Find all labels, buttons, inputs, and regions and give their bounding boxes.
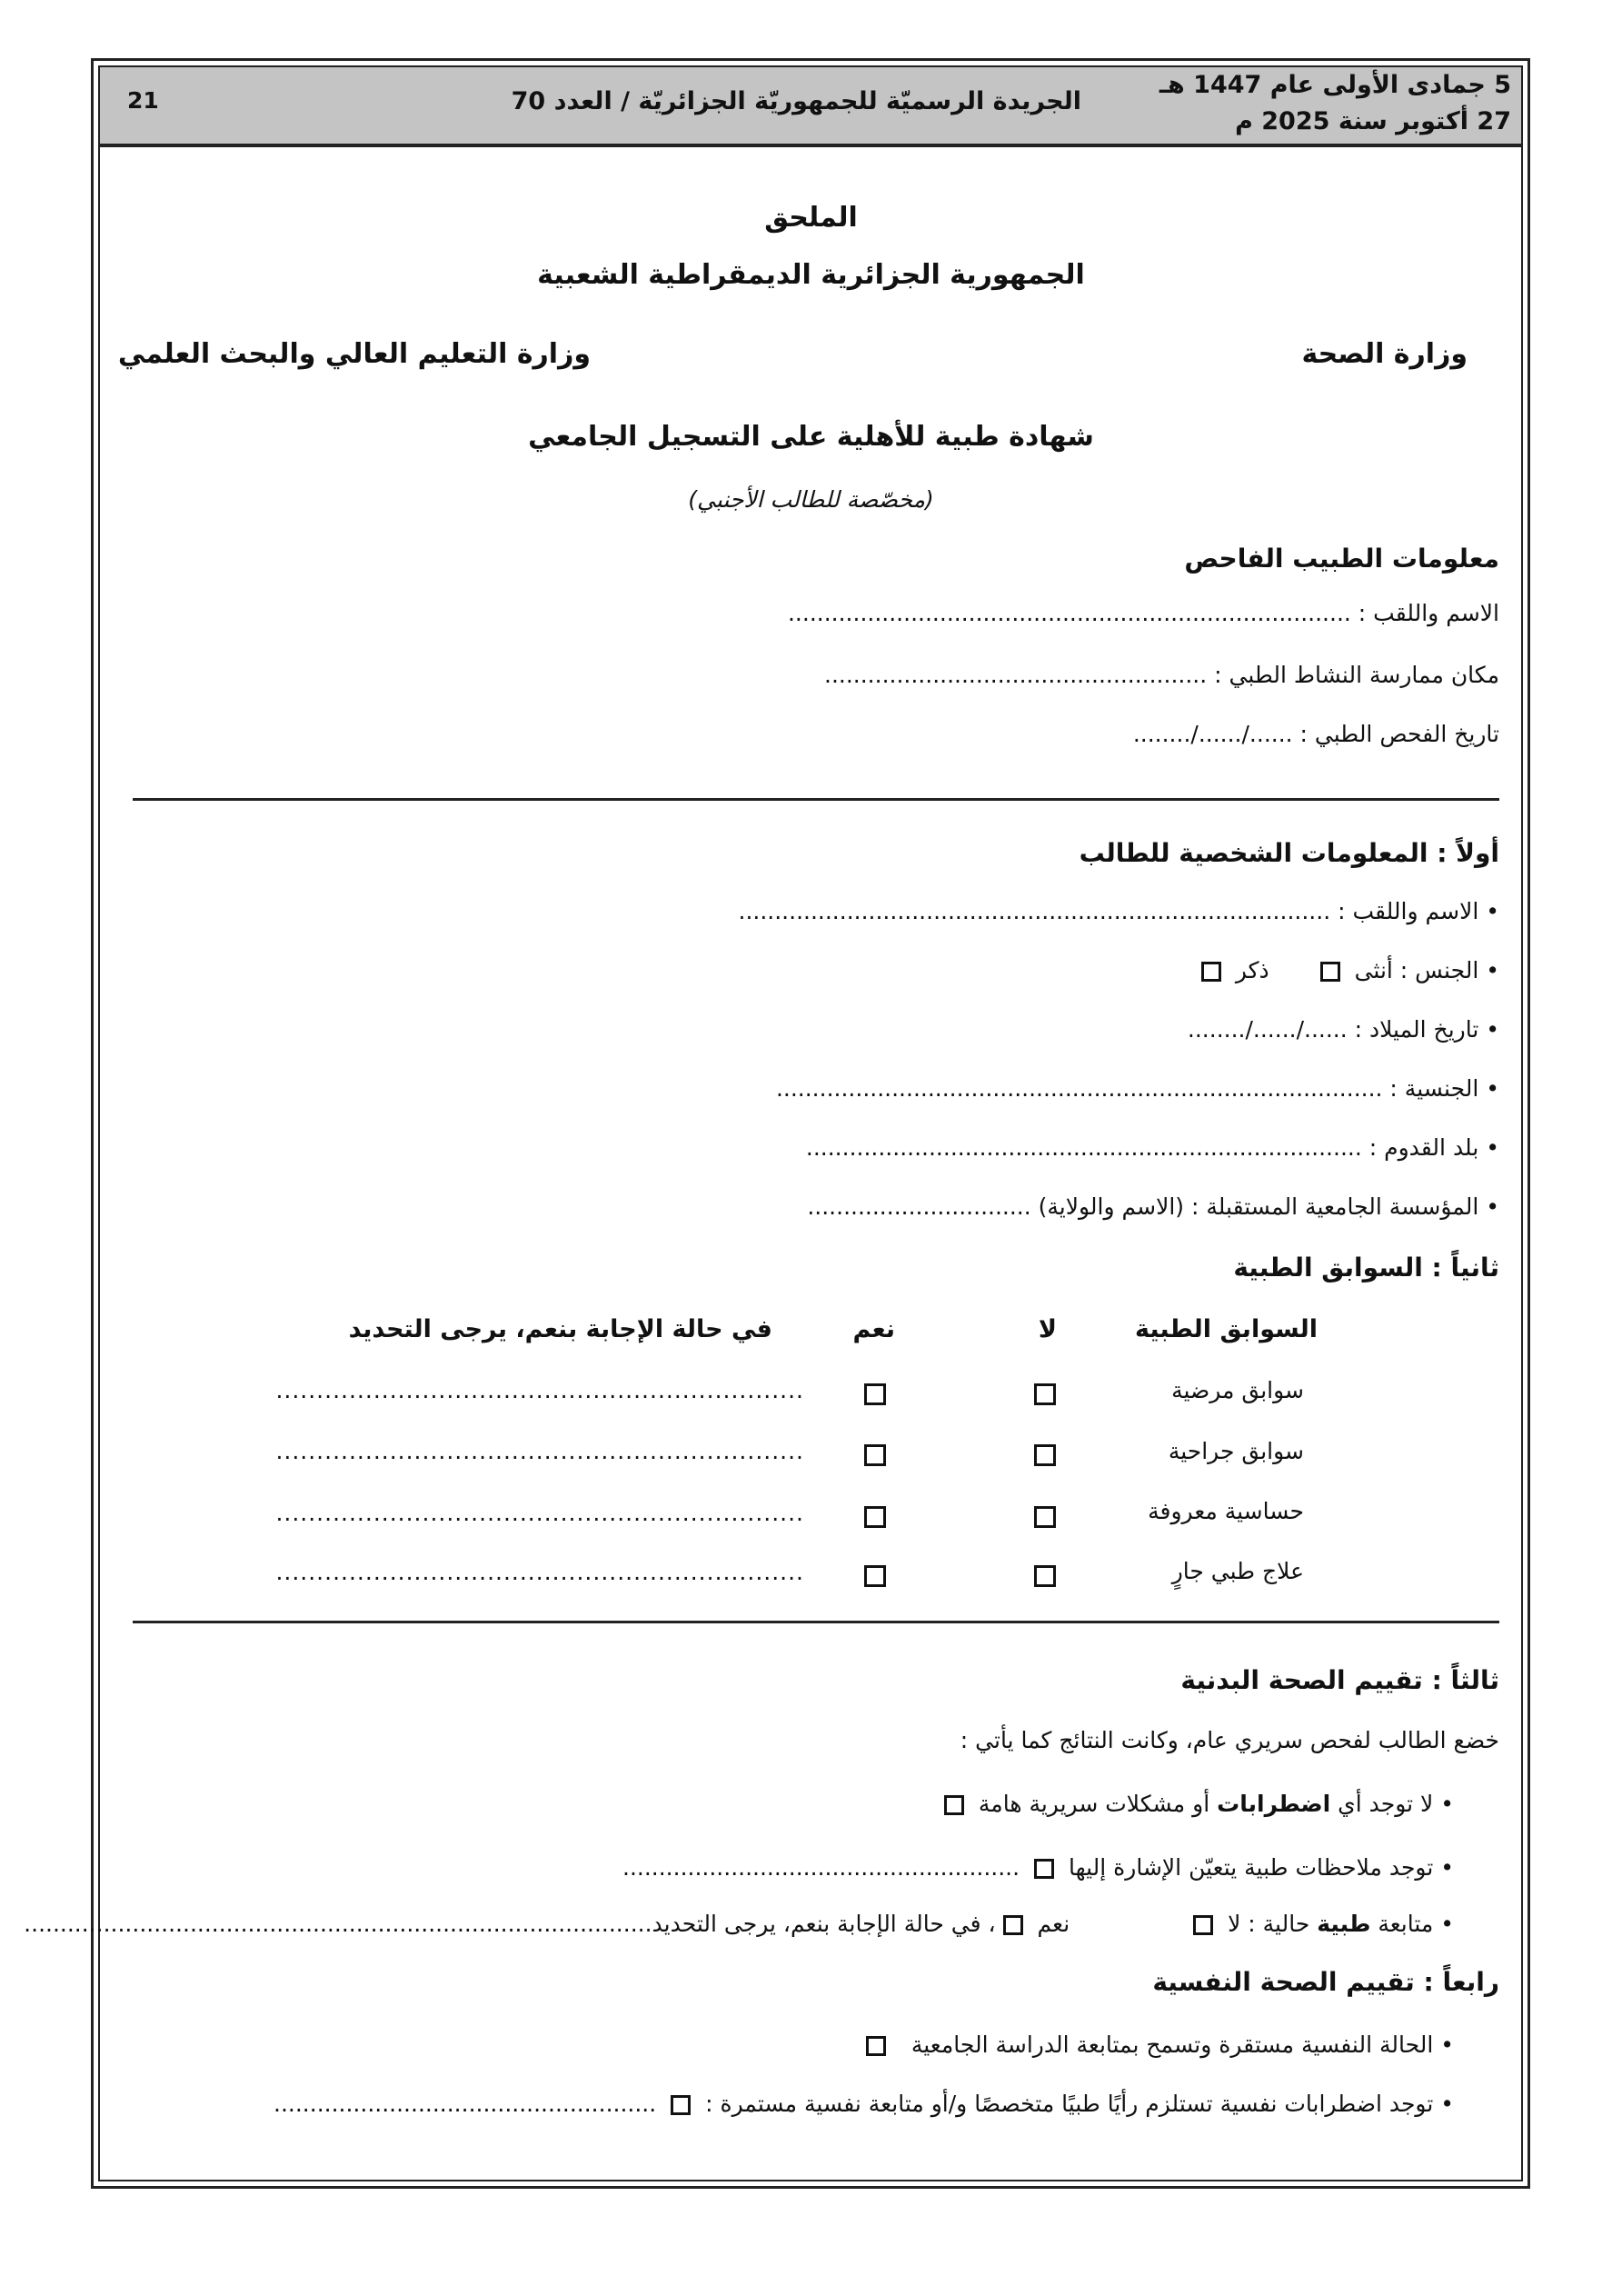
student-info-heading: أولاً : المعلومات الشخصية للطالب — [1079, 838, 1499, 868]
history-row-label: سوابق مرضية — [1171, 1377, 1304, 1403]
male-label: ذكر — [1235, 957, 1269, 983]
annex-title: الملحق — [764, 202, 858, 234]
history-specify-field[interactable]: ................................................................. — [275, 1500, 804, 1526]
male-checkbox[interactable] — [1201, 962, 1221, 982]
text: • الحالة النفسية مستقرة وتسمح بمتابعة الدراسة الجامعية — [911, 2031, 1454, 2058]
text: • لا توجد أي — [1330, 1791, 1454, 1817]
exam-date-field[interactable]: تاريخ الفحص الطبي : ....../....../........ — [1132, 721, 1499, 747]
birth-date-field[interactable]: • تاريخ الميلاد : ....../....../........ — [1187, 1016, 1499, 1043]
text: • توجد اضطرابات نفسية تستلزم رأيًا طبيًا متخصصًا و/أو متابعة نفسية مستمرة : — [705, 2091, 1454, 2117]
history-row-label: حساسية معروفة — [1148, 1498, 1304, 1524]
text: • متابعة — [1370, 1911, 1454, 1937]
medical-notes-row — [622, 1854, 1454, 1881]
history-specify-field[interactable]: ................................................................. — [275, 1377, 804, 1403]
history-row-label: سوابق جراحية — [1168, 1438, 1304, 1464]
mental-stable-row — [859, 2031, 1454, 2058]
col-history: السوابق الطبية — [1134, 1315, 1318, 1343]
followup-no-checkbox[interactable] — [1193, 1915, 1213, 1935]
certificate-title: شهادة طبية للأهلية على التسجيل الجامعي — [528, 421, 1094, 453]
history-no-checkbox[interactable] — [1034, 1506, 1056, 1528]
gender-label: • الجنس : أنثى — [1354, 957, 1499, 983]
nationality-field[interactable]: • الجنسية : .................................................................................... — [775, 1075, 1499, 1102]
divider — [133, 1621, 1499, 1623]
certificate-subtitle: (مخصّصة للطالب الأجنبي) — [688, 486, 934, 513]
no-disorders-checkbox[interactable] — [944, 1795, 964, 1815]
medical-followup-row — [24, 1911, 1454, 1937]
ministry-health: وزارة الصحة — [1301, 338, 1468, 370]
history-row-label: علاج طبي جارٍ — [1171, 1558, 1304, 1584]
medical-notes-checkbox[interactable] — [1034, 1859, 1054, 1879]
mental-disorders-row — [274, 2091, 1454, 2117]
doctor-info-heading: معلومات الطبيب الفاحص — [1184, 544, 1499, 574]
page-number: 21 — [127, 87, 159, 114]
student-name-field[interactable]: • الاسم واللقب : .................................................................................. — [738, 898, 1499, 924]
history-no-checkbox[interactable] — [1034, 1383, 1056, 1405]
medical-notes-field[interactable]: ....................................................... — [622, 1854, 1020, 1881]
col-no: لا — [1038, 1315, 1057, 1343]
no-disorders-row — [937, 1791, 1454, 1817]
gender-row — [1194, 957, 1499, 983]
text: أو مشكلات سريرية هامة — [978, 1791, 1218, 1817]
doctor-place-field[interactable]: مكان ممارسة النشاط الطبي : ..................................................... — [824, 662, 1499, 688]
history-yes-checkbox[interactable] — [864, 1565, 886, 1587]
medical-history-heading: ثانياً : السوابق الطبية — [1233, 1253, 1499, 1283]
origin-country-field[interactable]: • بلد القدوم : ............................................................................. — [805, 1134, 1499, 1161]
female-checkbox[interactable] — [1320, 962, 1340, 982]
host-institution-field[interactable]: • المؤسسة الجامعية المستقبلة : (الاسم والولاية) ............................... — [807, 1193, 1499, 1220]
date-gregorian: 27 أكتوبر سنة 2025 م — [1235, 107, 1511, 135]
history-specify-field[interactable]: ................................................................. — [275, 1438, 804, 1464]
followup-specify-field[interactable]: ، في حالة الإجابة بنعم، يرجى التحديد....................................................................................... — [24, 1911, 996, 1937]
followup-yes-checkbox[interactable] — [1003, 1915, 1023, 1935]
physical-health-heading: ثالثاً : تقييم الصحة البدنية — [1180, 1665, 1499, 1695]
history-yes-checkbox[interactable] — [864, 1383, 886, 1405]
republic-title: الجمهورية الجزائرية الديمقراطية الشعبية — [537, 259, 1085, 291]
mental-disorders-checkbox[interactable] — [671, 2095, 691, 2115]
mental-stable-checkbox[interactable] — [866, 2036, 886, 2056]
divider — [133, 798, 1499, 801]
history-yes-checkbox[interactable] — [864, 1444, 886, 1466]
history-no-checkbox[interactable] — [1034, 1565, 1056, 1587]
col-yes: نعم — [852, 1315, 895, 1343]
text-bold: طبية — [1317, 1911, 1371, 1937]
history-specify-field[interactable]: ................................................................. — [275, 1559, 804, 1585]
yes-label: نعم — [1037, 1911, 1070, 1937]
physical-intro: خضع الطالب لفحص سريري عام، وكانت النتائج كما يأتي : — [960, 1727, 1499, 1753]
text-bold: اضطرابات — [1217, 1791, 1331, 1817]
text: حالية : لا — [1228, 1911, 1318, 1937]
ministry-higher-education: وزارة التعليم العالي والبحث العلمي — [117, 338, 591, 370]
history-no-checkbox[interactable] — [1034, 1444, 1056, 1466]
col-specify: في حالة الإجابة بنعم، يرجى التحديد — [348, 1315, 772, 1343]
history-yes-checkbox[interactable] — [864, 1506, 886, 1528]
date-hijri: 5 جمادى الأولى عام 1447 هـ — [1159, 71, 1511, 99]
mental-disorders-field[interactable]: ..................................................... — [274, 2091, 657, 2117]
mental-health-heading: رابعاً : تقييم الصحة النفسية — [1152, 1967, 1499, 1997]
doctor-name-field[interactable]: الاسم واللقب : .............................................................................. — [787, 600, 1499, 626]
text: • توجد ملاحظات طبية يتعيّن الإشارة إليها — [1068, 1854, 1454, 1881]
gazette-title: الجريدة الرسميّة للجمهوريّة الجزائريّة / العدد 70 — [511, 87, 1081, 115]
